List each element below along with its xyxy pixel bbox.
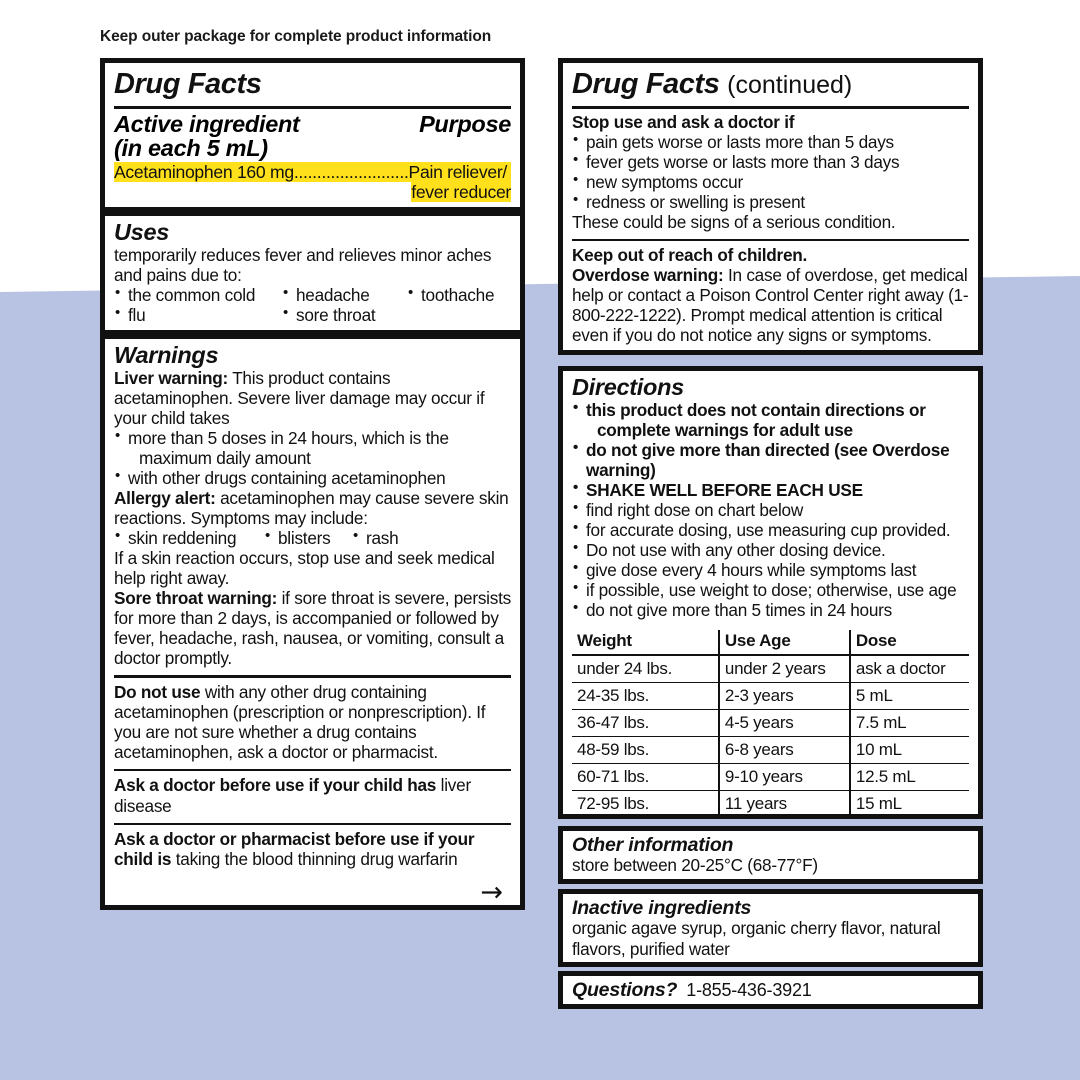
dosage-table: [572, 630, 969, 817]
cell-dose: 5 mL: [850, 683, 969, 710]
directions-item: • do not give more than directed (see Overdose warning): [572, 440, 969, 480]
cell-use-age: 4-5 years: [719, 710, 850, 737]
cell-weight: 60-71 lbs.: [572, 764, 719, 791]
liver-warning-text: This product contains acetaminophen. Severe liver damage may occur if your child takes: [114, 367, 485, 428]
directions-item: • give dose every 4 hours while symptoms last: [572, 560, 969, 580]
drug-facts-continued-title: Drug Facts (continued): [572, 68, 853, 100]
cell-use-age: 11 years: [719, 791, 850, 818]
warnings-divider: [114, 769, 511, 772]
directions-item: • SHAKE WELL BEFORE EACH USE: [572, 480, 969, 500]
allergy-alert-label: Allergy alert:: [114, 488, 216, 509]
do-not-use-label: Do not use: [114, 681, 201, 702]
uses-bullet-grid: [114, 285, 511, 325]
liver-bullet-cont: maximum daily amount: [139, 448, 311, 469]
directions-panel: [558, 366, 983, 819]
inactive-ingredients-panel: [558, 889, 983, 967]
overdose-warning-label: Overdose warning:: [572, 265, 724, 286]
overdose-warning: [572, 265, 969, 345]
stop-use-item: • new symptoms occur: [572, 172, 969, 192]
questions-heading: Questions?: [572, 979, 678, 1001]
sore-throat-warning-text: if sore throat is severe, persists for more than 2 days, is accompanied or followed by fever, headache, rash, nausea, or vomiting, consult a doctor promptly.: [114, 588, 511, 669]
table-row: [572, 655, 969, 683]
questions-phone-number[interactable]: 1-855-436-3921: [686, 980, 812, 1000]
cell-dose: 10 mL: [850, 737, 969, 764]
uses-item: • toothache: [407, 285, 494, 305]
directions-item: • Do not use with any other dosing device.: [572, 540, 969, 560]
cell-use-age: 2-3 years: [719, 683, 850, 710]
title-divider: [114, 106, 511, 109]
do-not-use-text: with any other drug containing acetaminophen (prescription or nonprescription). If you are not sure whether a drug contains acetaminophen, ask a doctor or pharmacist.: [114, 681, 486, 762]
drug-facts-panel-right-top: [558, 58, 983, 355]
uses-intro: temporarily reduces fever and relieves minor aches and pains due to:: [114, 245, 492, 286]
table-row: [572, 710, 969, 737]
cell-use-age: under 2 years: [719, 655, 850, 683]
other-information-panel: [558, 826, 983, 884]
other-information-text: store between 20-25°C (68-77°F): [572, 855, 818, 876]
directions-bullets: [572, 400, 969, 620]
ask-pharmacist-before-use: [114, 829, 511, 869]
warnings-section: [105, 339, 520, 911]
cell-dose: 12.5 mL: [850, 764, 969, 791]
liver-warning-label: Liver warning:: [114, 367, 228, 388]
directions-item: • this product does not contain directions or: [572, 400, 969, 420]
keep-out-divider: [572, 239, 969, 242]
drug-facts-panel-left: [100, 58, 525, 910]
title-divider: [572, 106, 969, 109]
stop-use-item: • redness or swelling is present: [572, 192, 969, 212]
directions-item: • if possible, use weight to dose; otherwise, use age: [572, 580, 969, 600]
table-row: [572, 791, 969, 818]
cell-weight: 24-35 lbs.: [572, 683, 719, 710]
uses-item: • flu: [114, 305, 282, 325]
active-ingredient-heading: Active ingredient (in each 5 mL): [114, 110, 300, 161]
liver-warning-bullets: [114, 428, 511, 488]
stop-use-closing: These could be signs of a serious condition.: [572, 211, 896, 232]
column-header-use-age: Use Age: [719, 630, 850, 655]
inactive-ingredients-text: organic agave syrup, organic cherry flavor, natural flavors, purified water: [572, 918, 941, 959]
stop-use-heading: Stop use and ask a doctor if: [572, 111, 795, 132]
active-ingredient-section: [114, 112, 511, 203]
section-bar-warnings: [105, 330, 520, 339]
inactive-ingredients-heading: Inactive ingredients: [572, 897, 752, 919]
cell-weight: 36-47 lbs.: [572, 710, 719, 737]
ask-pharmacist-text: taking the blood thinning drug warfarin: [175, 849, 458, 870]
uses-item: • sore throat: [282, 305, 407, 325]
overdose-warning-text: In case of overdose, get medical help or contact a Poison Control Center right away (1-800-222-1222). Prompt medical attention is critical even if you do not notice any signs or symptoms.: [572, 265, 969, 346]
do-not-use: [114, 682, 511, 762]
cell-weight: 48-59 lbs.: [572, 737, 719, 764]
table-row: [572, 683, 969, 710]
cell-use-age: 9-10 years: [719, 764, 850, 791]
liver-bullet: • more than 5 doses in 24 hours, which is the: [114, 428, 511, 448]
other-information-heading: Other information: [572, 834, 734, 856]
uses-item: • headache: [282, 285, 407, 305]
directions-item: • do not give more than 5 times in 24 hours: [572, 600, 969, 620]
outer-package-notice: Keep outer package for complete product information: [100, 28, 492, 45]
table-header-row: [572, 630, 969, 655]
stop-use-item: • fever gets worse or lasts more than 3 days: [572, 152, 969, 172]
drug-facts-title: Drug Facts: [114, 68, 262, 100]
allergy-symptom: • blisters: [264, 528, 352, 548]
purpose-heading: Purpose: [419, 110, 511, 137]
column-header-weight: Weight: [572, 630, 719, 655]
ask-doctor-before-use: [114, 775, 511, 815]
continue-arrow-icon: →: [480, 877, 503, 909]
continued-label: (continued): [727, 71, 853, 99]
cell-dose: 7.5 mL: [850, 710, 969, 737]
directions-heading: Directions: [572, 374, 684, 400]
allergy-symptom: • rash: [352, 528, 398, 548]
uses-heading: Uses: [114, 219, 169, 246]
warnings-divider: [114, 823, 511, 826]
section-bar-uses: [105, 207, 520, 216]
keep-out-of-reach-heading: Keep out of reach of children.: [572, 245, 808, 266]
table-row: [572, 764, 969, 791]
questions-panel: [558, 971, 983, 1009]
sore-throat-warning-label: Sore throat warning:: [114, 588, 278, 609]
cell-weight: under 24 lbs.: [572, 655, 719, 683]
directions-item: • find right dose on chart below: [572, 500, 969, 520]
cell-dose: ask a doctor: [850, 655, 969, 683]
allergy-symptom-bullets: [114, 528, 511, 548]
uses-section: [105, 216, 520, 330]
warnings-heading: Warnings: [114, 342, 219, 369]
directions-item: • for accurate dosing, use measuring cup provided.: [572, 520, 969, 540]
liver-bullet: • with other drugs containing acetaminophen: [114, 468, 511, 488]
ask-doctor-text: liver disease: [114, 775, 471, 816]
cell-dose: 15 mL: [850, 791, 969, 818]
cell-use-age: 6-8 years: [719, 737, 850, 764]
stop-use-bullets: [572, 132, 969, 212]
allergy-alert: [114, 488, 511, 528]
ask-pharmacist-label: Ask a doctor or pharmacist before use if your child is: [114, 829, 475, 870]
warnings-divider: [114, 675, 511, 678]
table-row: [572, 737, 969, 764]
stop-use-item: • pain gets worse or lasts more than 5 days: [572, 132, 969, 152]
column-header-dose: Dose: [850, 630, 969, 655]
sore-throat-warning: [114, 588, 511, 668]
cell-weight: 72-95 lbs.: [577, 794, 650, 814]
ask-doctor-label: Ask a doctor before use if your child has: [114, 775, 437, 796]
allergy-followup: If a skin reaction occurs, stop use and seek medical help right away.: [114, 548, 495, 589]
liver-warning: [114, 368, 511, 428]
uses-item: • the common cold: [114, 285, 282, 305]
directions-item: complete warnings for adult use: [597, 419, 853, 440]
allergy-alert-text: acetaminophen may cause severe skin reactions. Symptoms may include:: [114, 488, 509, 529]
active-ingredient-row: Acetaminophen 160 mg.........................Pain reliever/: [114, 162, 511, 182]
active-ingredient-row-wrap: fever reducer: [411, 182, 511, 203]
allergy-symptom: • skin reddening: [114, 528, 264, 548]
